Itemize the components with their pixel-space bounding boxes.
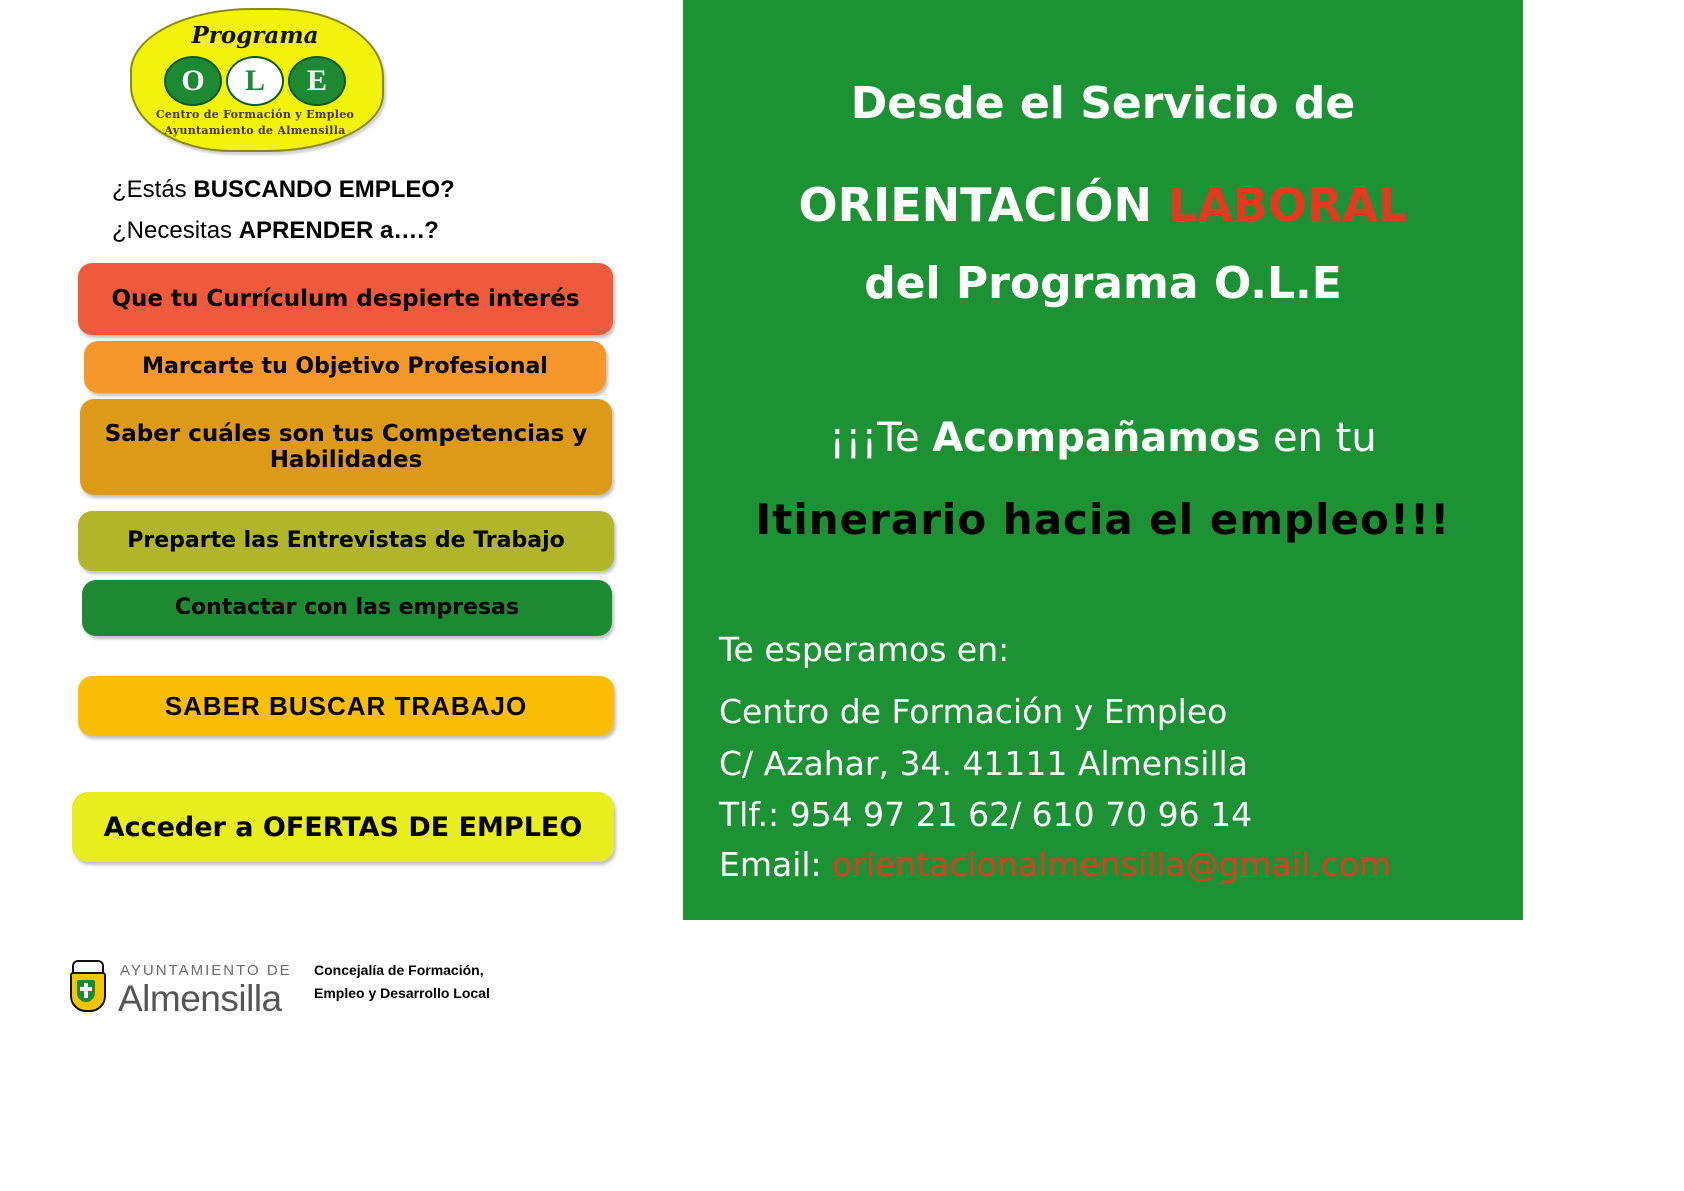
cta-saber-buscar-trabajo[interactable]: SABER BUSCAR TRABAJO xyxy=(78,676,614,736)
question-line-1 xyxy=(112,176,455,204)
cta-acceder-ofertas-empleo[interactable]: Acceder a OFERTAS DE EMPLEO xyxy=(72,792,614,862)
left-column xyxy=(0,0,680,1191)
accompany-strong: Acompañamos xyxy=(932,415,1261,461)
step-bar-entrevistas: Preparte las Entrevistas de Trabajo xyxy=(78,511,614,571)
contact-email-label: Email: xyxy=(719,845,833,884)
itinerary-line: Itinerario hacia el empleo!!! xyxy=(755,495,1451,544)
coat-of-arms-icon xyxy=(64,960,110,1018)
program-logo xyxy=(130,8,380,148)
headline-line-1: Desde el Servicio de xyxy=(850,78,1356,129)
question-line-2 xyxy=(112,217,439,245)
accompany-line xyxy=(683,415,1523,461)
ayuntamiento-logo xyxy=(64,958,304,1028)
contact-address: C/ Azahar, 34. 41111 Almensilla xyxy=(719,744,1248,783)
headline-line-3: del Programa O.L.E xyxy=(864,258,1342,309)
accompany-prefix: ¡¡¡Te xyxy=(829,415,933,461)
logo-letter-o: O xyxy=(164,56,222,106)
contact-center-name: Centro de Formación y Empleo xyxy=(719,692,1228,731)
contact-email xyxy=(719,845,1391,884)
headline-2-accent: LABORAL xyxy=(1168,178,1408,232)
step-bar-empresas: Contactar con las empresas xyxy=(82,580,612,636)
question-2-prefix: ¿Necesitas xyxy=(112,217,239,244)
step-bar-curriculum: Que tu Currículum despierte interés xyxy=(78,263,613,335)
contact-email-value[interactable]: orientacionalmensilla@gmail.com xyxy=(832,845,1392,884)
question-1-prefix: ¿Estás xyxy=(112,176,194,203)
logo-letter-e: E xyxy=(288,56,346,106)
logo-title: Programa xyxy=(191,22,319,49)
headline-2-white: ORIENTACIÓN xyxy=(798,178,1169,232)
department-line-2: Empleo y Desarrollo Local xyxy=(314,985,490,1001)
crest-cross-horizontal xyxy=(80,987,92,991)
step-bar-objetivo: Marcarte tu Objetivo Profesional xyxy=(84,341,606,393)
accompany-suffix: en tu xyxy=(1260,415,1377,461)
step-bar-competencias: Saber cuáles son tus Competencias y Habilidades xyxy=(80,399,612,495)
ayuntamiento-label: AYUNTAMIENTO DE xyxy=(120,962,292,979)
logo-subtitle-line-2: Ayuntamiento de Almensilla xyxy=(164,124,346,137)
question-2-strong: APRENDER a….? xyxy=(238,217,439,244)
green-panel xyxy=(683,0,1523,920)
headline-line-2 xyxy=(683,178,1523,232)
logo-subtitle-line-1: Centro de Formación y Empleo xyxy=(155,108,355,121)
contact-heading: Te esperamos en: xyxy=(719,630,1010,669)
question-1-strong: BUSCANDO EMPLEO? xyxy=(193,176,455,203)
department-line-1: Concejalía de Formación, xyxy=(314,962,484,978)
contact-phone: Tlf.: 954 97 21 62/ 610 70 96 14 xyxy=(719,795,1253,834)
municipality-name: Almensilla xyxy=(118,978,282,1019)
logo-letter-l: L xyxy=(226,56,284,106)
